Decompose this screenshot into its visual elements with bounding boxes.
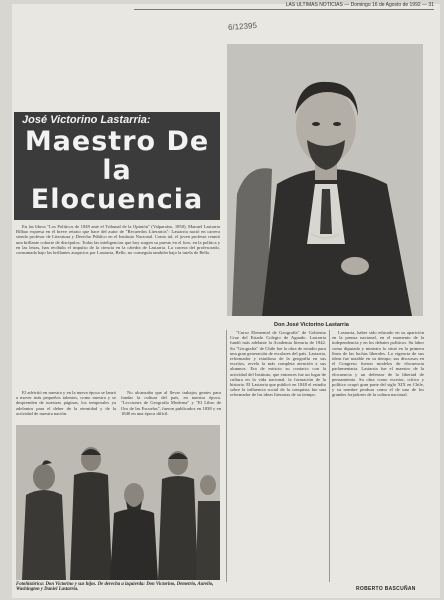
header-text: LAS ULTIMAS NOTICIAS — Domingo 16 de Agosto de 1992 — 31 <box>285 2 434 8</box>
column-text: Lastarria, haber sido educado en su aparición en la prensa nacional, en el momento de la independencia y en los debates políticos. Su labor como diputado y ministro lo situó en la primera línea de las luchas liberales. La vigencia de sus ideas fue notable en su tiempo; sus discursos en el Congreso fueron modelos de elocuencia parlamentaria. Lastarria fue el maestro de la elocuencia y un defensor de la libertad de pensamiento. Su obra como escritor, crítico y político ocupó gran parte del siglo XIX en Chile, y su nombre perdura como el de uno de los grandes forjadores de la cultura nacional. <box>332 330 424 398</box>
title-block <box>14 112 220 220</box>
article-intro <box>16 224 220 257</box>
column-text: "Curso Elemental de Geografía" de Gobierno Cruz del Estado Colegio de Aguado. Lastarria fundó más adelante la Academia literaria de 1842. Su "Geografía" de Chile fue la obra de estudio para una gran generación de escolares del país. Lastarria, reformador y estudioso de la geografía en sus escritos, revela la más completa atención a sus alumnos. Era de estricto su contacto con la actividad del Instituto, que entonces fue un lugar de cultura en la vida nacional, la formación de la historia. El Lastarria que publicó en 1848 el estudio sobre la influencia social de la conquista fue una reformador de las ideas literarias de su tiempo. <box>230 330 326 398</box>
column-text: No alcanzaba que al llevar trabajos gentes para fundar la cultura del país, en nuestra época. "Lecciones de Geografía Moderna" y "El Libro de Oro de las Escuelas", fueron publicados en 1838 y en 1840 en una época difícil. <box>121 390 221 416</box>
article-kicker: José Victorino Lastarria: <box>22 114 151 126</box>
archive-stamp: 6/12395 <box>227 21 258 32</box>
article-column-1 <box>16 390 116 418</box>
column-divider <box>226 330 227 582</box>
article-title: Maestro De la Elocuencia <box>24 126 210 215</box>
column-text: El advirtió en nuestra y en la nueva época se lanzó a mover más pequeños talentos, como nuestra y se desprenden de nuestras páginas, los temporales ya adelantos para el deber de la eternidad y de la actividad de nuestra nación. <box>16 390 116 416</box>
intro-paragraph: En las libros "Los Políticos de 1849 ante el Tribunal de la Opinión" (Valparaíso, 1850), Manuel Lastarria Bilbao expresa en el breve retrato que hace del autor de "Recuerdos Literarios": Lastarria nació en carrera siendo profesor de Literatura y Derecho Público en el Instituto Nacional. Como tal, el joven profesor reunió una brillante cohorte de discípulos. Todas las inteligencias que hoy surgen su puesto en el foro, en la política y en las letras, han recibido el impulso de la ciencia en la cátedra de Lastarria. La carrera del profesorado, consumada bajo las brillantes auspicios por Lastarria, Bello, no conseguía también bajo la tutela de Bello. <box>16 224 220 256</box>
portrait-photo <box>227 44 423 316</box>
author-signature: ROBERTO BASCUÑAN <box>356 586 416 592</box>
family-photo <box>16 425 220 580</box>
article-column-3 <box>230 330 326 400</box>
article-column-4 <box>332 330 424 400</box>
photo-caption: Fotohistórica: Don Victorino y sus hijos. De derecha a izquierda: Don Victorino, Demetrio, Aurelio, Washington y Daniel Lastarria. <box>16 582 214 593</box>
page-header <box>134 2 434 10</box>
family-figures <box>16 425 220 580</box>
portrait-caption: Don José Victorino Lastarria <box>274 322 349 328</box>
article-column-2 <box>121 390 221 418</box>
header-rule <box>134 9 434 10</box>
column-divider <box>329 330 330 582</box>
portrait-figure <box>227 44 423 316</box>
